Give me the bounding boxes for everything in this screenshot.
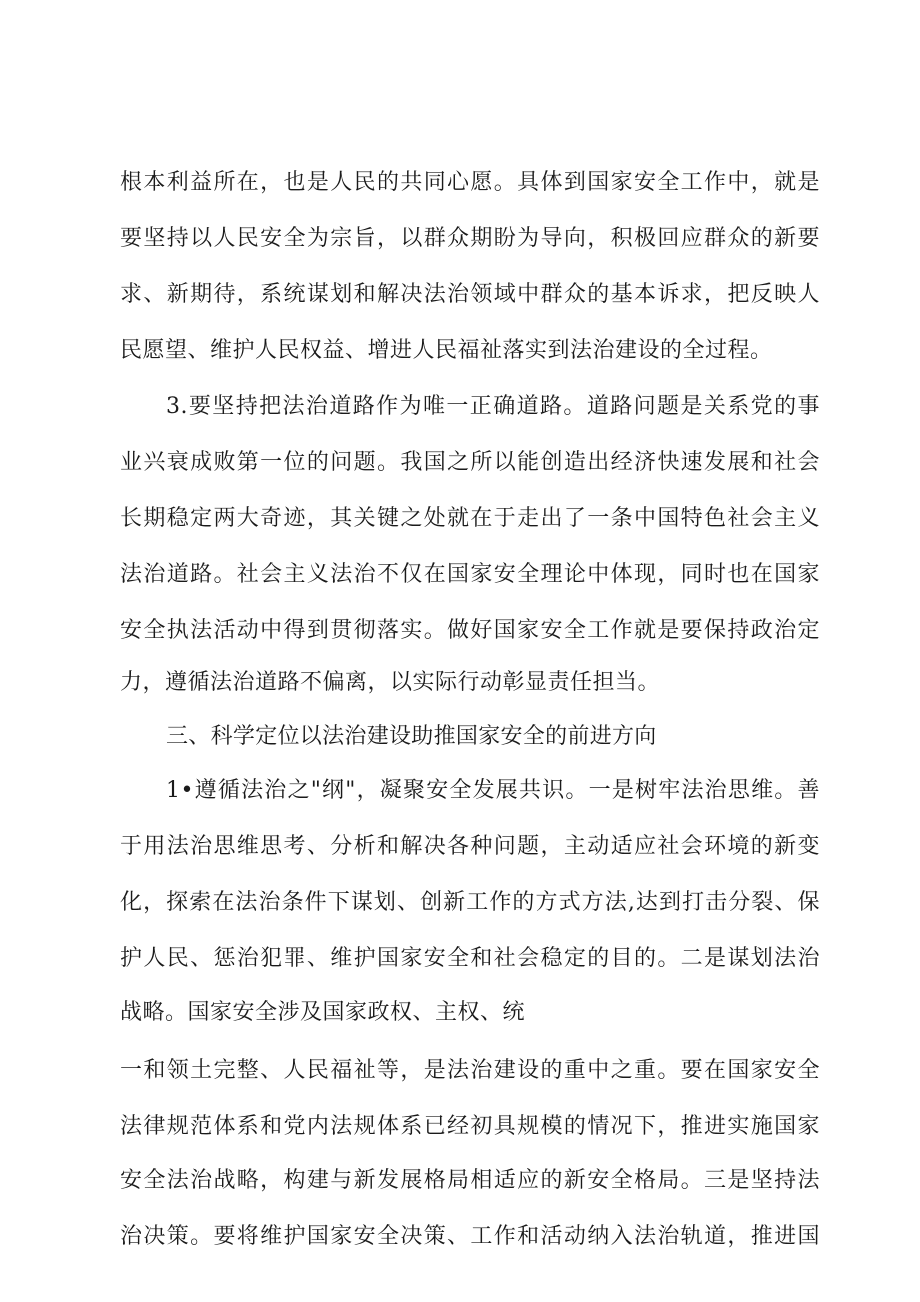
- text-line: 于用法治思维思考、分析和解决各种问题，主动适应社会环境的新变: [120, 834, 820, 859]
- text-line: 安全执法活动中得到贯彻落实。做好国家安全工作就是要保持政治定: [120, 618, 820, 643]
- section-heading: 三、科学定位以法治建设助推国家安全的前进方向: [166, 724, 657, 749]
- text-line: 根本利益所在，也是人民的共同心愿。具体到国家安全工作中，就是: [120, 170, 820, 195]
- text-line: 一和领土完整、人民福祉等，是法治建设的重中之重。要在国家安全: [120, 1058, 820, 1083]
- text-line: 求、新期待，系统谋划和解决法治领域中群众的基本诉求，把反映人: [120, 282, 820, 307]
- text-line: 业兴衰成败第一位的问题。我国之所以能创造出经济快速发展和社会: [120, 450, 820, 475]
- text-line: 护人民、惩治犯罪、维护国家安全和社会稳定的目的。二是谋划法治: [120, 946, 820, 971]
- text-line: 长期稳定两大奇迹，其关键之处就在于走出了一条中国特色社会主义: [120, 506, 820, 531]
- text-line: 要坚持以人民安全为宗旨，以群众期盼为导向，积极回应群众的新要: [120, 226, 820, 251]
- text-line: 法律规范体系和党内法规体系已经初具规模的情况下，推进实施国家: [120, 1114, 820, 1139]
- text-line: 治决策。要将维护国家安全决策、工作和活动纳入法治轨道，推进国: [120, 1224, 820, 1249]
- paragraph-first-line: 3.要坚持把法治道路作为唯一正确道路。道路问题是关系党的事: [166, 394, 820, 419]
- paragraph-first-line: 1•遵循法治之"纲"，凝聚安全发展共识。一是树牢法治思维。善: [166, 778, 820, 803]
- text-line: 化，探索在法治条件下谋划、创新工作的方式方法,达到打击分裂、保: [120, 890, 820, 915]
- text-line: 民愿望、维护人民权益、增进人民福祉落实到法治建设的全过程。: [120, 338, 773, 363]
- text-line: 战略。国家安全涉及国家政权、主权、统: [120, 1000, 526, 1025]
- text-line: 安全法治战略，构建与新发展格局相适应的新安全格局。三是坚持法: [120, 1168, 820, 1193]
- text-line: 力，遵循法治道路不偏离，以实际行动彰显责任担当。: [120, 670, 661, 695]
- text-line: 法治道路。社会主义法治不仅在国家安全理论中体现，同时也在国家: [120, 562, 820, 587]
